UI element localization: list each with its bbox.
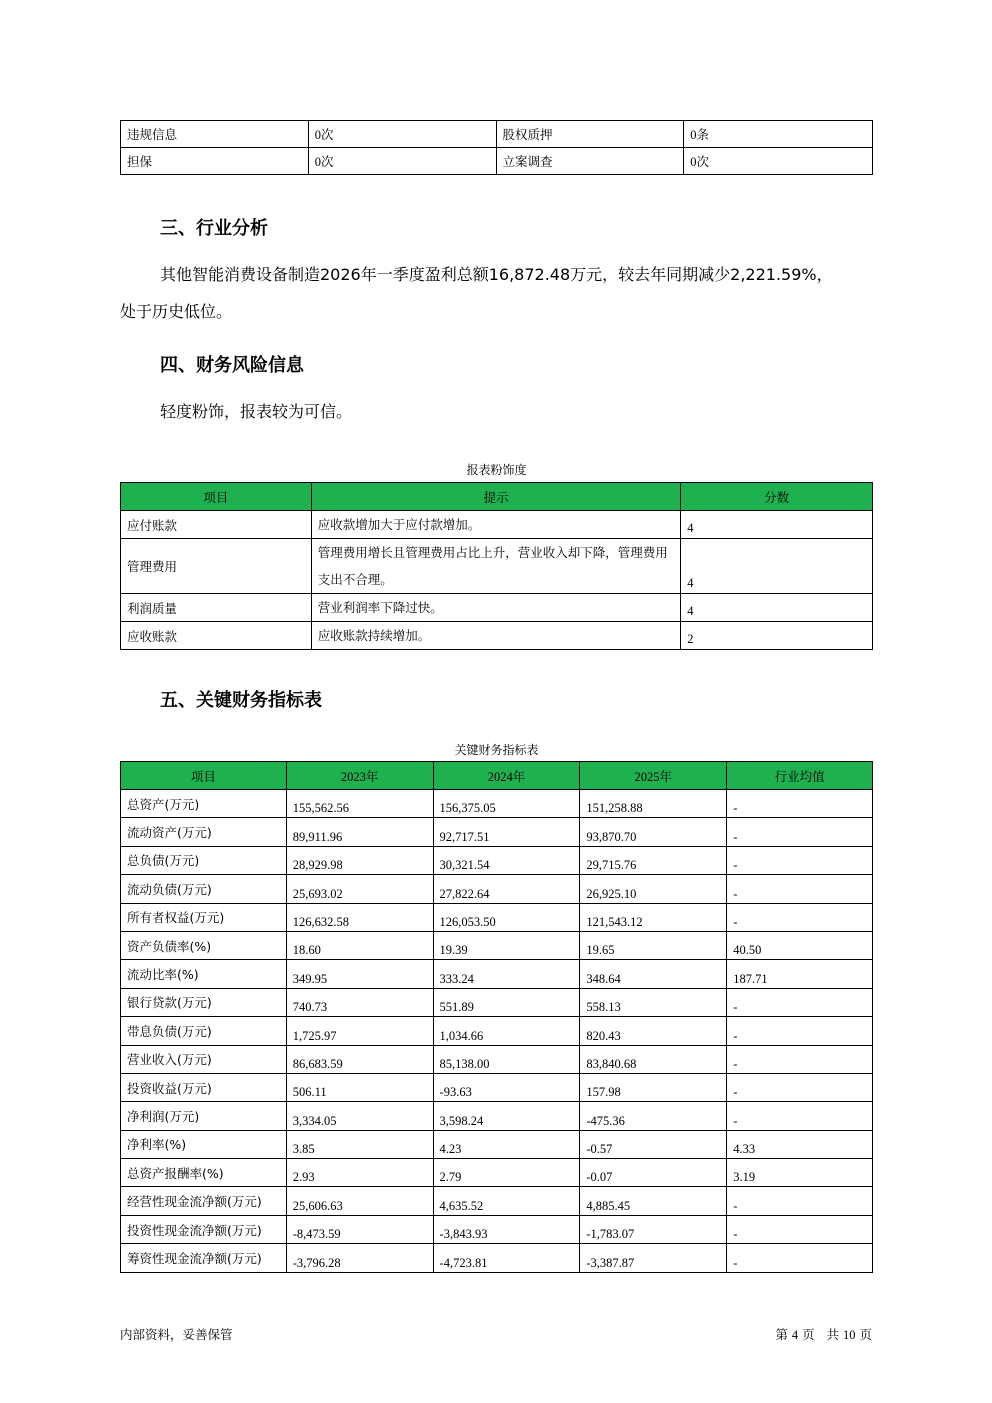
kpi-2024: 4.23	[433, 1130, 580, 1158]
kpi-2024: 333.24	[433, 960, 580, 988]
risk-row	[121, 511, 873, 539]
risk-item: 管理费用	[121, 539, 312, 594]
kpi-item: 流动负债(万元)	[121, 875, 287, 903]
section5-title: 五、关键财务指标表	[160, 690, 322, 711]
kpi-row	[121, 818, 873, 846]
kpi-industry-avg: -	[727, 988, 873, 1016]
kpi-2025: 157.98	[580, 1073, 727, 1101]
kpi-item: 银行贷款(万元)	[121, 988, 287, 1016]
kpi-row	[121, 1159, 873, 1187]
kpi-industry-avg: -	[727, 846, 873, 874]
risk-hint: 应收款增加大于应付款增加。	[311, 511, 681, 539]
kpi-2024: 551.89	[433, 988, 580, 1016]
violations-row	[121, 121, 873, 148]
kpi-row	[121, 1073, 873, 1101]
section3-title: 三、行业分析	[160, 218, 268, 239]
risk-score: 2	[681, 622, 873, 650]
kpi-item: 总资产(万元)	[121, 790, 287, 818]
risk-item: 应付账款	[121, 511, 312, 539]
kpi-item: 流动资产(万元)	[121, 818, 287, 846]
kpi-2023: 506.11	[286, 1073, 433, 1101]
kpi-2023: 25,693.02	[286, 875, 433, 903]
kpi-2024: 156,375.05	[433, 790, 580, 818]
risk-row	[121, 594, 873, 622]
kpi-2023: 155,562.56	[286, 790, 433, 818]
kpi-row	[121, 1045, 873, 1073]
kpi-2024: -4,723.81	[433, 1244, 580, 1272]
kpi-2024: 85,138.00	[433, 1045, 580, 1073]
risk-score: 4	[681, 539, 873, 594]
risk-header-score: 分数	[681, 483, 873, 511]
kpi-industry-avg: -	[727, 1187, 873, 1215]
kpi-industry-avg: -	[727, 903, 873, 931]
violation-label: 违规信息	[121, 121, 309, 148]
kpi-2023: 349.95	[286, 960, 433, 988]
section3-text-line2: 处于历史低位。	[120, 302, 233, 321]
kpi-item: 净利率(%)	[121, 1130, 287, 1158]
risk-hint: 管理费用增长且管理费用占比上升，营业收入却下降，管理费用支出不合理。	[311, 539, 681, 594]
kpi-industry-avg: 40.50	[727, 931, 873, 959]
risk-hint: 应收账款持续增加。	[311, 622, 681, 650]
kpi-industry-avg: -	[727, 1102, 873, 1130]
kpi-row	[121, 1130, 873, 1158]
kpi-2025: -3,387.87	[580, 1244, 727, 1272]
kpi-2025: 151,258.88	[580, 790, 727, 818]
kpi-industry-avg: -	[727, 1244, 873, 1272]
page-mid: 页 共	[802, 1327, 840, 1342]
risk-item: 利润质量	[121, 594, 312, 622]
kpi-industry-avg: -	[727, 790, 873, 818]
kpi-2025: 348.64	[580, 960, 727, 988]
page-suffix: 页	[859, 1327, 872, 1342]
section4-text: 轻度粉饰，报表较为可信。	[160, 402, 353, 421]
kpi-2023: 89,911.96	[286, 818, 433, 846]
kpi-row	[121, 931, 873, 959]
kpi-2023: -3,796.28	[286, 1244, 433, 1272]
kpi-header-item: 项目	[121, 762, 287, 790]
kpi-2023: -8,473.59	[286, 1215, 433, 1243]
kpi-header-2025: 2025年	[580, 762, 727, 790]
violation-label: 担保	[121, 148, 309, 175]
kpi-2024: 27,822.64	[433, 875, 580, 903]
kpi-2025: 121,543.12	[580, 903, 727, 931]
kpi-row	[121, 875, 873, 903]
kpi-industry-avg: 3.19	[727, 1159, 873, 1187]
violation-value: 0次	[308, 148, 496, 175]
kpi-2025: 26,925.10	[580, 875, 727, 903]
kpi-row	[121, 1187, 873, 1215]
kpi-2025: 93,870.70	[580, 818, 727, 846]
risk-row	[121, 539, 873, 594]
kpi-2024: 2.79	[433, 1159, 580, 1187]
kpi-industry-avg: -	[727, 818, 873, 846]
kpi-item: 净利润(万元)	[121, 1102, 287, 1130]
kpi-2025: 4,885.45	[580, 1187, 727, 1215]
risk-table-caption: 报表粉饰度	[466, 463, 527, 477]
kpi-row	[121, 960, 873, 988]
kpi-2024: 1,034.66	[433, 1017, 580, 1045]
kpi-header-industry-avg: 行业均值	[727, 762, 873, 790]
kpi-header-2023: 2023年	[286, 762, 433, 790]
kpi-industry-avg: -	[727, 1045, 873, 1073]
kpi-2025: -475.36	[580, 1102, 727, 1130]
kpi-item: 经营性现金流净额(万元)	[121, 1187, 287, 1215]
kpi-2025: 558.13	[580, 988, 727, 1016]
page-prefix: 第	[775, 1327, 788, 1342]
section3-text-line1: 其他智能消费设备制造2026年一季度盈利总额16,872.48万元，较去年同期减少2,221.59%，	[160, 265, 833, 284]
kpi-2023: 2.93	[286, 1159, 433, 1187]
footer-page-number	[775, 1325, 872, 1343]
kpi-2023: 3.85	[286, 1130, 433, 1158]
section4-title: 四、财务风险信息	[160, 355, 304, 376]
kpi-item: 流动比率(%)	[121, 960, 287, 988]
page-total: 10	[843, 1328, 856, 1342]
kpi-table-caption: 关键财务指标表	[454, 743, 539, 757]
kpi-2024: 4,635.52	[433, 1187, 580, 1215]
kpi-2023: 86,683.59	[286, 1045, 433, 1073]
risk-header-item: 项目	[121, 483, 312, 511]
kpi-item: 投资收益(万元)	[121, 1073, 287, 1101]
kpi-2024: 92,717.51	[433, 818, 580, 846]
risk-score: 4	[681, 594, 873, 622]
kpi-2023: 126,632.58	[286, 903, 433, 931]
kpi-industry-avg: -	[727, 1073, 873, 1101]
kpi-2025: 29,715.76	[580, 846, 727, 874]
kpi-row	[121, 1017, 873, 1045]
kpi-item: 带息负债(万元)	[121, 1017, 287, 1045]
footer-confidential: 内部资料，妥善保管	[120, 1327, 233, 1342]
kpi-2025: -0.07	[580, 1159, 727, 1187]
kpi-row	[121, 1215, 873, 1243]
section3-paragraph	[120, 256, 875, 330]
kpi-item: 总负债(万元)	[121, 846, 287, 874]
risk-score: 4	[681, 511, 873, 539]
violation-value: 0次	[308, 121, 496, 148]
risk-row	[121, 622, 873, 650]
kpi-2023: 18.60	[286, 931, 433, 959]
kpi-industry-avg: -	[727, 1017, 873, 1045]
violation-value: 0次	[684, 148, 873, 175]
risk-header-hint: 提示	[311, 483, 681, 511]
page-current: 4	[791, 1328, 799, 1342]
kpi-table	[120, 761, 873, 1273]
violations-row	[121, 148, 873, 175]
kpi-2025: 820.43	[580, 1017, 727, 1045]
kpi-2023: 3,334.05	[286, 1102, 433, 1130]
violation-value: 0条	[684, 121, 873, 148]
kpi-row	[121, 1102, 873, 1130]
kpi-2023: 1,725.97	[286, 1017, 433, 1045]
risk-hint: 营业利润率下降过快。	[311, 594, 681, 622]
kpi-item: 投资性现金流净额(万元)	[121, 1215, 287, 1243]
kpi-industry-avg: -	[727, 875, 873, 903]
risk-table	[120, 482, 873, 650]
kpi-header-2024: 2024年	[433, 762, 580, 790]
kpi-2024: -93.63	[433, 1073, 580, 1101]
kpi-item: 筹资性现金流净额(万元)	[121, 1244, 287, 1272]
kpi-2024: 19.39	[433, 931, 580, 959]
risk-item: 应收账款	[121, 622, 312, 650]
kpi-2023: 25,606.63	[286, 1187, 433, 1215]
kpi-row	[121, 903, 873, 931]
kpi-2024: 30,321.54	[433, 846, 580, 874]
kpi-2025: 19.65	[580, 931, 727, 959]
kpi-row	[121, 790, 873, 818]
kpi-2025: 83,840.68	[580, 1045, 727, 1073]
kpi-row	[121, 846, 873, 874]
kpi-item: 营业收入(万元)	[121, 1045, 287, 1073]
kpi-2023: 28,929.98	[286, 846, 433, 874]
violation-label: 股权质押	[496, 121, 684, 148]
kpi-2024: -3,843.93	[433, 1215, 580, 1243]
kpi-2023: 740.73	[286, 988, 433, 1016]
kpi-item: 总资产报酬率(%)	[121, 1159, 287, 1187]
kpi-industry-avg: 4.33	[727, 1130, 873, 1158]
kpi-item: 所有者权益(万元)	[121, 903, 287, 931]
kpi-2024: 126,053.50	[433, 903, 580, 931]
kpi-2025: -1,783.07	[580, 1215, 727, 1243]
kpi-row	[121, 1244, 873, 1272]
kpi-industry-avg: 187.71	[727, 960, 873, 988]
kpi-2025: -0.57	[580, 1130, 727, 1158]
kpi-industry-avg: -	[727, 1215, 873, 1243]
kpi-row	[121, 988, 873, 1016]
violations-table	[120, 120, 873, 175]
kpi-item: 资产负债率(%)	[121, 931, 287, 959]
kpi-2024: 3,598.24	[433, 1102, 580, 1130]
violation-label: 立案调查	[496, 148, 684, 175]
